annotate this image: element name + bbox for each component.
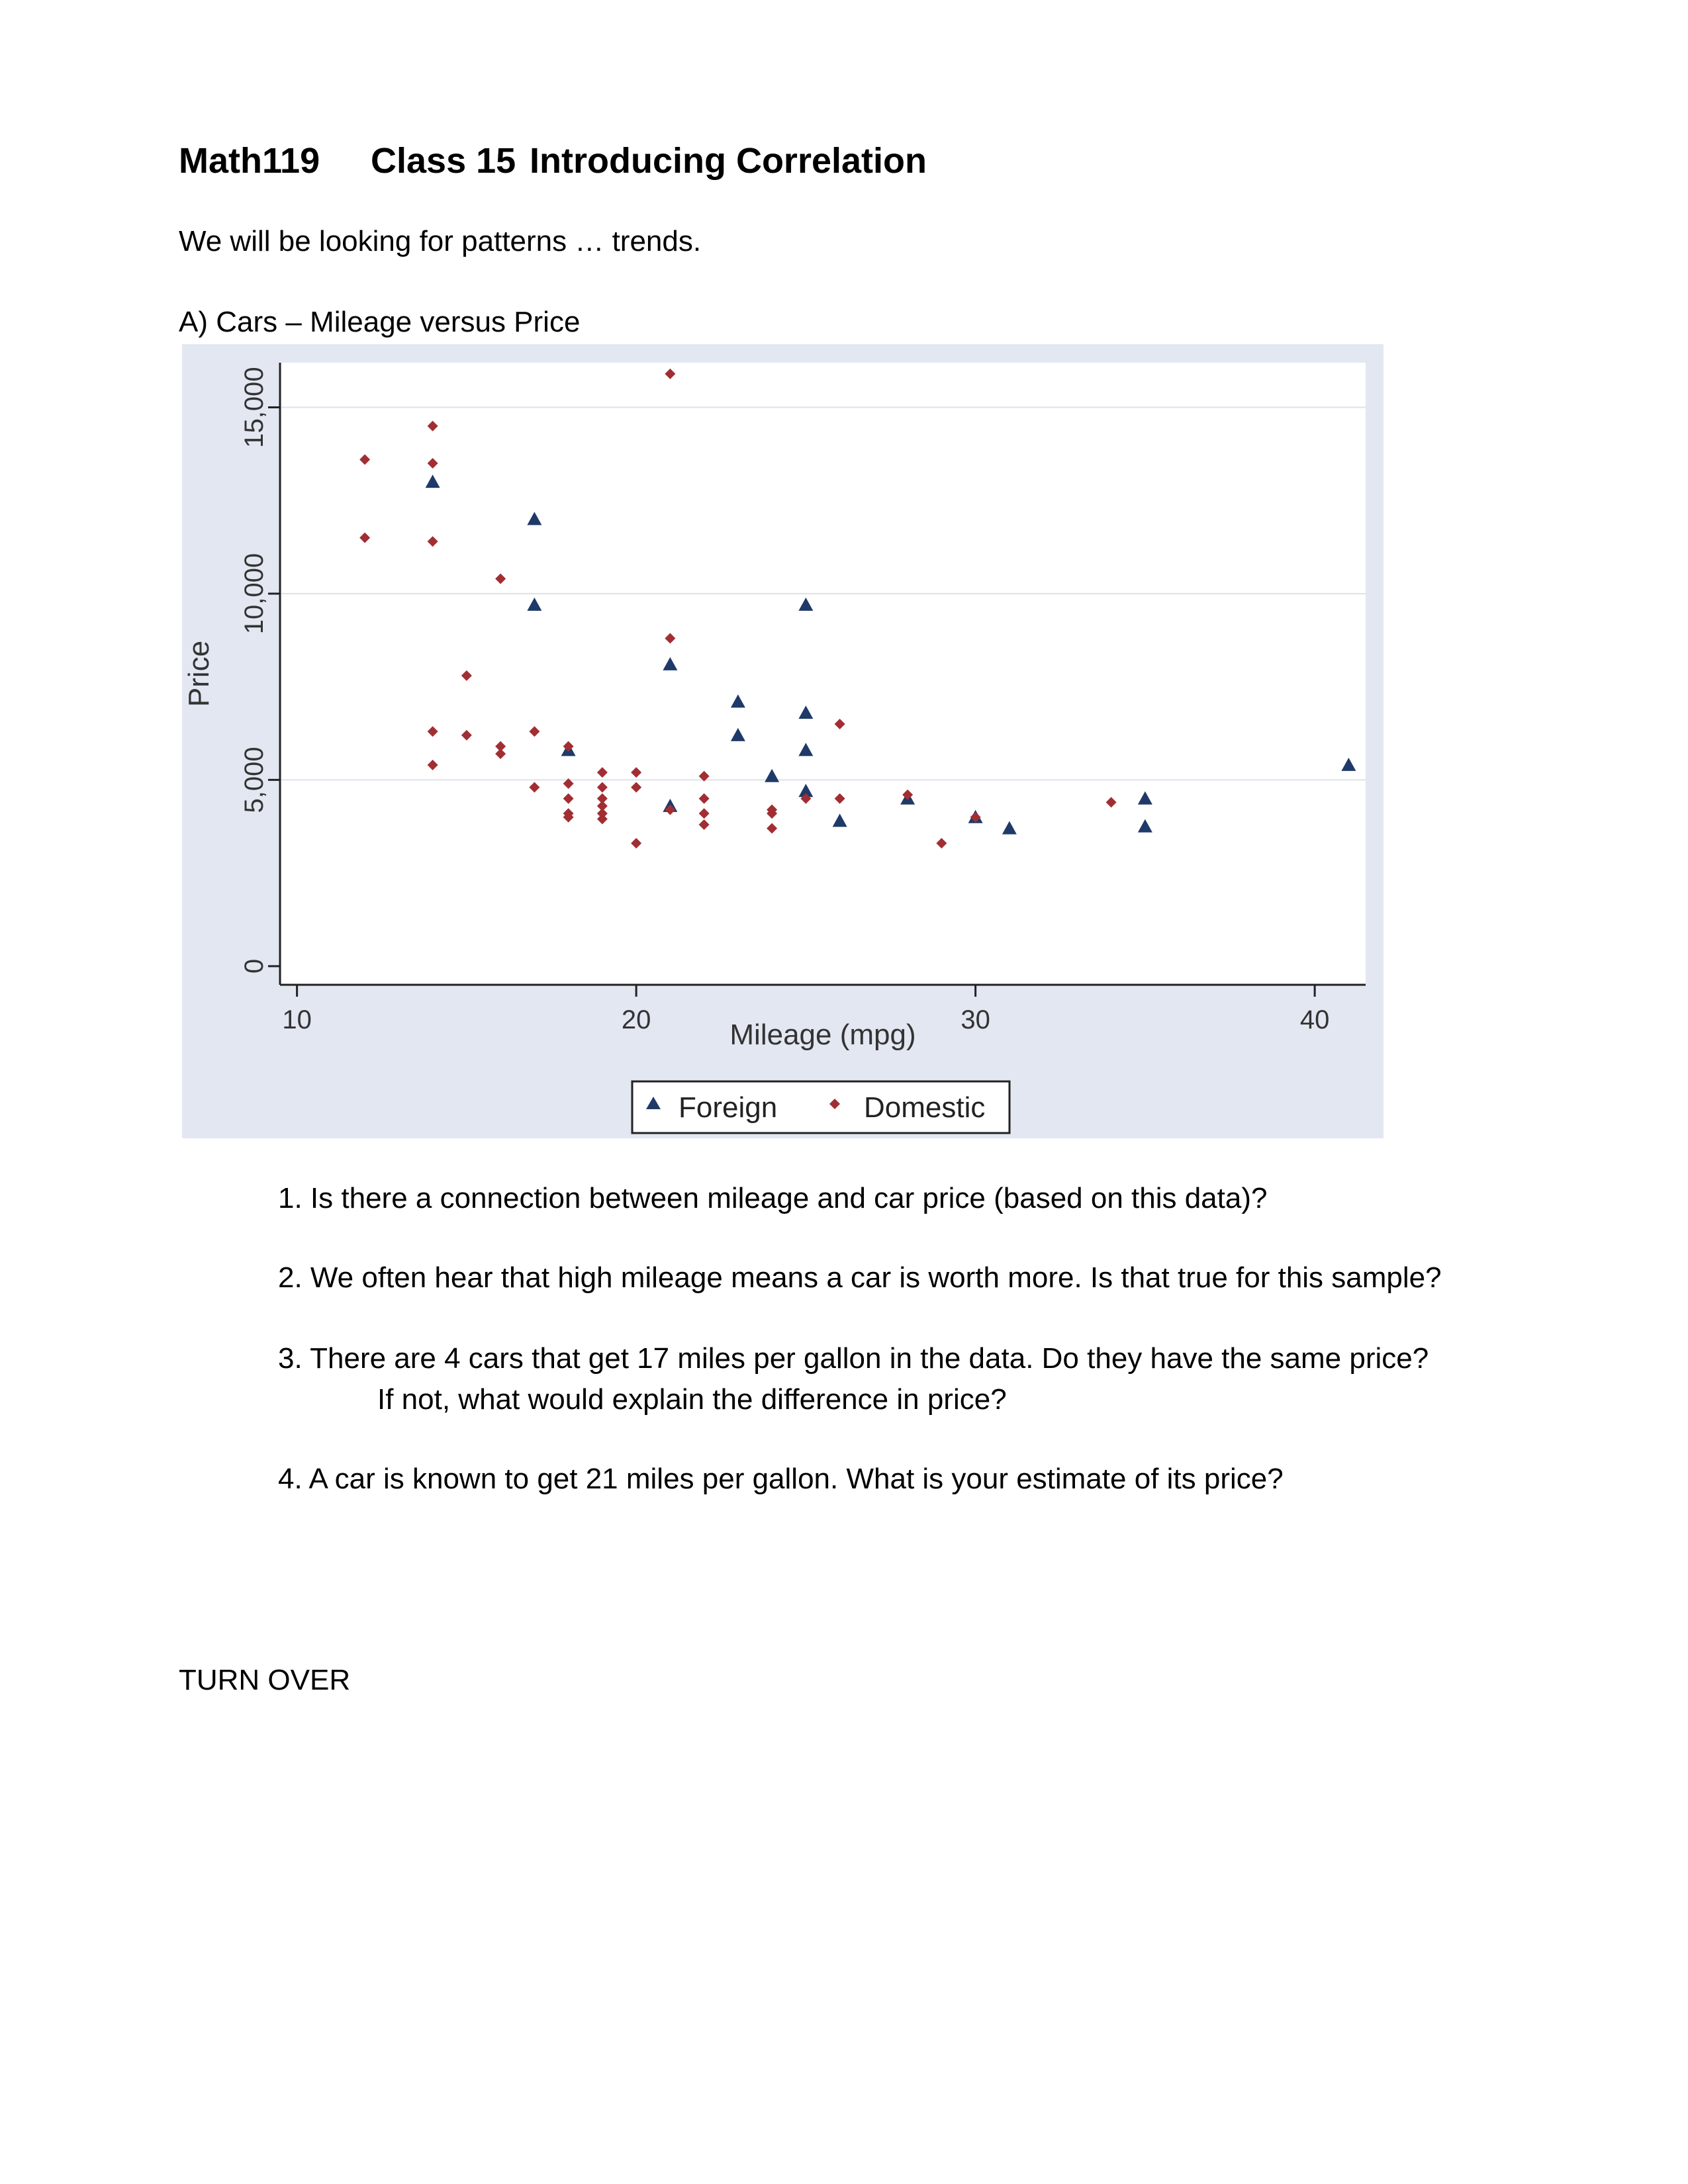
question-4: 4. A car is known to get 21 miles per gallon. What is your estimate of its price? bbox=[278, 1463, 1284, 1495]
y-tick-label: 15,000 bbox=[240, 367, 269, 448]
course-code: Math119 bbox=[179, 141, 320, 181]
y-tick-label: 5,000 bbox=[240, 747, 269, 813]
x-tick-label: 40 bbox=[1299, 1005, 1330, 1034]
legend-domestic-label: Domestic bbox=[864, 1091, 986, 1124]
question-1: 1. Is there a connection between mileage and car price (based on this data)? bbox=[278, 1182, 1268, 1214]
x-tick-label: 30 bbox=[961, 1005, 990, 1034]
question-3-followup: If not, what would explain the difference in price? bbox=[377, 1383, 1007, 1416]
chart-legend bbox=[632, 1081, 1009, 1133]
question-3: 3. There are 4 cars that get 17 miles per gallon in the data. Do they have the same price? bbox=[278, 1342, 1429, 1375]
y-tick-label: 10,000 bbox=[240, 553, 269, 635]
question-2: 2. We often hear that high mileage means a car is worth more. Is that true for this sample? bbox=[278, 1261, 1442, 1294]
y-axis-title: Price bbox=[183, 640, 215, 707]
turn-over-note: TURN OVER bbox=[179, 1664, 351, 1696]
page-title bbox=[179, 140, 927, 181]
class-topic: Introducing Correlation bbox=[530, 141, 927, 181]
x-tick-label: 10 bbox=[282, 1005, 312, 1034]
x-tick-label: 20 bbox=[621, 1005, 651, 1034]
intro-text: We will be looking for patterns … trends. bbox=[179, 225, 702, 257]
scatter-chart bbox=[182, 344, 1383, 1138]
y-tick-label: 0 bbox=[240, 958, 269, 974]
plot-area bbox=[280, 363, 1366, 985]
scatter-chart-svg bbox=[182, 344, 1383, 1138]
x-axis-title: Mileage (mpg) bbox=[729, 1019, 916, 1051]
class-number: Class 15 bbox=[371, 141, 516, 181]
section-a-heading: A) Cars – Mileage versus Price bbox=[179, 306, 581, 338]
legend-foreign-label: Foreign bbox=[679, 1091, 778, 1124]
